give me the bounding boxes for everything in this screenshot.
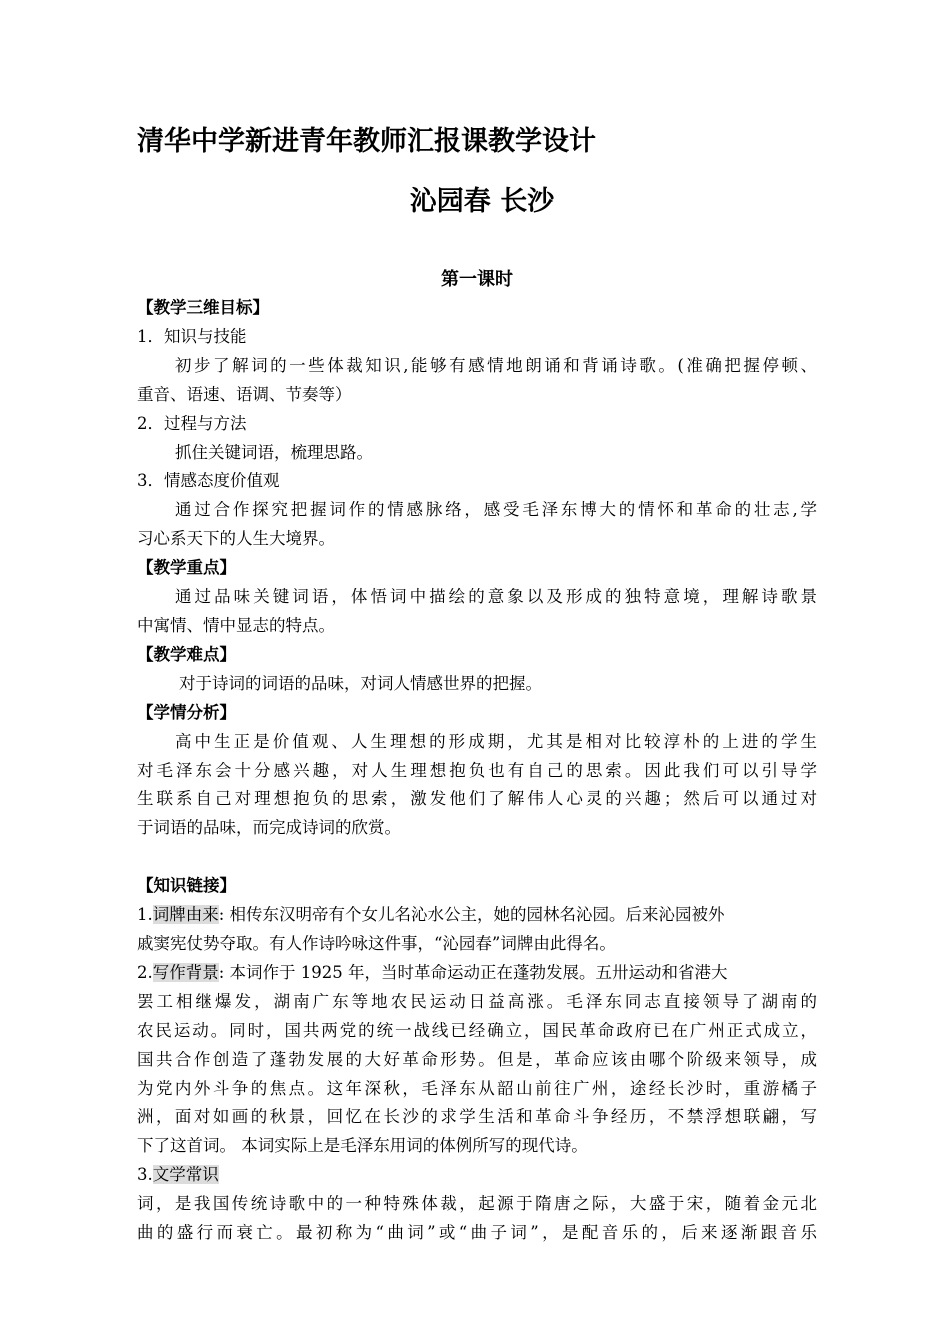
item-number: 2. <box>137 962 153 982</box>
paragraph-line: 国共合作创造了蓬勃发展的大好革命形势。但是，革命应该由哪个阶级来领导，成 <box>137 1049 817 1069</box>
link-item-line <box>137 959 817 988</box>
highlighted-label: 写作背景 <box>152 962 219 982</box>
analysis-section <box>137 699 817 844</box>
paragraph-line: 抓住关键词语，梳理思路。 <box>175 442 373 462</box>
key-points-heading: 【教学重点】 <box>137 558 236 578</box>
links-heading: 【知识链接】 <box>137 876 236 896</box>
paragraph-line: 对于诗词的词语的品味，对词人情感世界的把握。 <box>179 673 542 693</box>
paragraph-line: 中寓情、情中显志的特点。 <box>137 615 335 635</box>
difficulties-section <box>137 641 817 699</box>
document-title: 清华中学新进青年教师汇报课教学设计 <box>137 126 596 157</box>
difficulties-heading: 【教学难点】 <box>137 644 236 664</box>
paragraph-line: 通过品味关键词语，体悟词中描绘的意象以及形成的独特意境，理解诗歌景 <box>175 587 817 607</box>
link-item-line <box>137 1161 817 1190</box>
paragraph-line: 词，是我国传统诗歌中的一种特殊体裁，起源于隋唐之际，大盛于宋，随着金元北 <box>137 1194 817 1214</box>
document-page <box>137 120 817 1248</box>
lesson-heading: 第一课时 <box>441 269 513 290</box>
item-number: 3. <box>137 1165 153 1185</box>
links-section <box>137 872 817 1248</box>
paragraph-line: 高中生正是价值观、人生理想的形成期，尤其是相对比较淳朴的上进的学生 <box>175 731 817 751</box>
analysis-heading: 【学情分析】 <box>137 702 236 722</box>
highlighted-label: 文学常识 <box>152 1165 219 1185</box>
goals-heading: 【教学三维目标】 <box>137 298 269 317</box>
paragraph-line: 洲，面对如画的秋景，回忆在长沙的求学生活和革命斗争经历，不禁浮想联翩，写 <box>137 1107 817 1127</box>
paragraph-line: 对毛泽东会十分感兴趣，对人生理想抱负也有自己的思索。因此我们可以引导学 <box>137 760 817 780</box>
paragraph-line: 习心系天下的人生大境界。 <box>137 529 335 549</box>
paragraph-line: 重音、语速、语调、节奏等） <box>137 384 352 404</box>
item-number: 1. <box>137 905 153 925</box>
paragraph-line: 于词语的品味，而完成诗词的欣赏。 <box>137 818 401 838</box>
paragraph-line: 初步了解词的一些体裁知识,能够有感情地朗诵和背诵诗歌。(准确把握停顿、 <box>175 355 817 375</box>
goals-section <box>137 294 817 554</box>
highlighted-label: 词牌由来 <box>152 905 219 925</box>
key-points-section <box>137 554 817 641</box>
item-text: : 相传东汉明帝有个女儿名沁水公主，她的园林名沁园。后来沁园被外 <box>218 905 725 925</box>
goal-item-title: 3．情感态度价值观 <box>137 471 280 491</box>
paragraph-line: 曲的盛行而衰亡。最初称为“曲词”或“曲子词”，是配音乐的，后来逐渐跟音乐 <box>137 1223 817 1243</box>
document-subtitle: 沁园春 长沙 <box>409 186 555 217</box>
paragraph-line: 为党内外斗争的焦点。这年深秋，毛泽东从韶山前往广州，途经长沙时，重游橘子 <box>137 1078 817 1098</box>
paragraph-line: 下了这首词。 本词实际上是毛泽东用词的体例所写的现代诗。 <box>137 1136 588 1156</box>
paragraph-line: 通过合作探究把握词作的情感脉络，感受毛泽东博大的情怀和革命的壮志,学 <box>175 500 817 520</box>
paragraph-line: 戚窦宪仗势夺取。有人作诗吟咏这件事，“沁园春”词牌由此得名。 <box>137 934 616 954</box>
goal-item-title: 1．知识与技能 <box>137 326 247 346</box>
spacer <box>137 843 817 872</box>
link-item-line <box>137 901 817 930</box>
paragraph-line: 生联系自己对理想抱负的思索，激发他们了解伟人心灵的兴趣；然后可以通过对 <box>137 789 817 809</box>
item-text: : 本词作于 1925 年，当时革命运动正在蓬勃发展。五卅运动和省港大 <box>218 962 728 982</box>
paragraph-line: 农民运动。同时，国共两党的统一战线已经确立，国民革命政府已在广州正式成立， <box>137 1020 817 1040</box>
paragraph-line: 罢工相继爆发，湖南广东等地农民运动日益高涨。毛泽东同志直接领导了湖南的 <box>137 991 817 1011</box>
goal-item-title: 2．过程与方法 <box>137 413 247 433</box>
